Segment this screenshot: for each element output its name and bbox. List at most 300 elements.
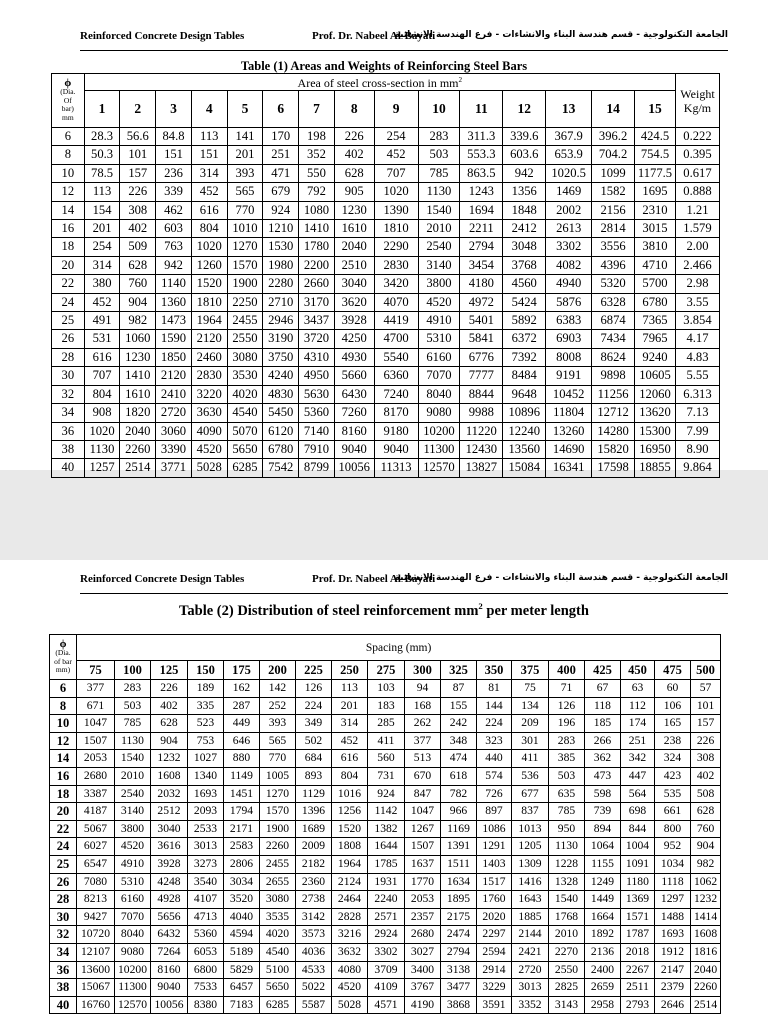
area-cell: 628 <box>334 164 374 182</box>
distribution-cell: 726 <box>477 785 512 803</box>
distribution-cell: 4040 <box>224 908 260 926</box>
distribution-cell: 523 <box>188 715 224 733</box>
area-cell: 2260 <box>120 440 156 458</box>
distribution-cell: 168 <box>405 697 441 715</box>
table1-column-header: 1 <box>84 91 120 128</box>
distribution-cell: 4020 <box>260 926 296 944</box>
table1-column-header: 6 <box>263 91 299 128</box>
distribution-cell: 2550 <box>549 961 585 979</box>
dia-cell: 12 <box>52 183 85 201</box>
area-cell: 56.6 <box>120 128 156 146</box>
area-cell: 339 <box>156 183 192 201</box>
area-cell: 3800 <box>418 275 460 293</box>
distribution-cell: 671 <box>77 697 115 715</box>
area-cell: 4520 <box>418 293 460 311</box>
area-cell: 9191 <box>546 367 592 385</box>
area-cell: 1582 <box>592 183 635 201</box>
area-cell: 311.3 <box>460 128 503 146</box>
distribution-cell: 1155 <box>585 855 621 873</box>
distribution-cell: 411 <box>512 750 549 768</box>
header-right: الجامعة التكنولوجية - قسم هندسة البناء والانشاءات - فرع الهندسة الانشائية <box>394 573 728 583</box>
area-cell: 1810 <box>374 220 418 238</box>
area-cell: 198 <box>299 128 335 146</box>
distribution-cell: 2040 <box>691 961 721 979</box>
area-cell: 6430 <box>334 385 374 403</box>
area-cell: 1099 <box>592 164 635 182</box>
distribution-cell: 1142 <box>368 803 405 821</box>
distribution-cell: 3040 <box>151 820 188 838</box>
area-cell: 201 <box>84 220 120 238</box>
weight-cell: 6.313 <box>675 385 719 403</box>
area-cell: 4396 <box>592 256 635 274</box>
area-cell: 113 <box>84 183 120 201</box>
distribution-cell: 226 <box>691 732 721 750</box>
distribution-cell: 837 <box>512 803 549 821</box>
distribution-cell: 1403 <box>477 855 512 873</box>
dia-cell: 28 <box>52 348 85 366</box>
distribution-cell: 1005 <box>260 767 296 785</box>
distribution-cell: 266 <box>585 732 621 750</box>
distribution-cell: 283 <box>115 680 151 698</box>
distribution-cell: 966 <box>441 803 477 821</box>
dia-cell: 20 <box>50 803 77 821</box>
distribution-cell: 87 <box>441 680 477 698</box>
area-cell: 9648 <box>503 385 546 403</box>
distribution-cell: 1540 <box>549 891 585 909</box>
area-cell: 5320 <box>592 275 635 293</box>
area-cell: 982 <box>120 312 156 330</box>
table1-column-headers <box>52 91 720 128</box>
area-cell: 1243 <box>460 183 503 201</box>
area-cell: 4070 <box>374 293 418 311</box>
table-row <box>52 275 720 293</box>
area-cell: 28.3 <box>84 128 120 146</box>
distribution-cell: 7183 <box>224 996 260 1014</box>
table-row <box>52 459 720 477</box>
distribution-cell: 785 <box>549 803 585 821</box>
area-cell: 16950 <box>635 440 676 458</box>
table2-column-header: 225 <box>296 661 332 680</box>
area-cell: 452 <box>191 183 227 201</box>
distribution-cell: 15067 <box>77 979 115 997</box>
distribution-cell: 2533 <box>188 820 224 838</box>
area-cell: 3750 <box>263 348 299 366</box>
distribution-cell: 2680 <box>77 767 115 785</box>
area-cell: 254 <box>374 128 418 146</box>
distribution-cell: 252 <box>260 697 296 715</box>
distribution-cell: 3034 <box>224 873 260 891</box>
area-cell: 603.6 <box>503 146 546 164</box>
area-cell: 3420 <box>374 275 418 293</box>
table-row <box>50 697 721 715</box>
distribution-cell: 950 <box>549 820 585 838</box>
area-cell: 6328 <box>592 293 635 311</box>
area-cell: 10452 <box>546 385 592 403</box>
table1-title: Table (1) Areas and Weights of Reinforcing Steel Bars <box>240 59 528 73</box>
table1-weight-header: Weight Kg/m <box>675 74 719 128</box>
distribution-cell: 10200 <box>115 961 151 979</box>
distribution-cell: 3027 <box>405 943 441 961</box>
area-cell: 6360 <box>374 367 418 385</box>
distribution-cell: 9040 <box>151 979 188 997</box>
area-cell: 7777 <box>460 367 503 385</box>
distribution-cell: 3591 <box>477 996 512 1014</box>
table2-column-header: 475 <box>655 661 691 680</box>
table-row <box>50 943 721 961</box>
distribution-cell: 5022 <box>296 979 332 997</box>
area-cell: 4180 <box>460 275 503 293</box>
area-cell: 1694 <box>460 201 503 219</box>
distribution-cell: 101 <box>691 697 721 715</box>
area-cell: 2460 <box>191 348 227 366</box>
distribution-cell: 452 <box>332 732 368 750</box>
distribution-cell: 1414 <box>691 908 721 926</box>
dia-cell: 18 <box>52 238 85 256</box>
area-cell: 8624 <box>592 348 635 366</box>
area-cell: 5630 <box>299 385 335 403</box>
table-row <box>50 820 721 838</box>
distribution-cell: 616 <box>332 750 368 768</box>
distribution-cell: 75 <box>512 680 549 698</box>
dia-cell: 36 <box>50 961 77 979</box>
area-cell: 1848 <box>503 201 546 219</box>
area-cell: 679 <box>263 183 299 201</box>
distribution-cell: 2009 <box>296 838 332 856</box>
area-cell: 1964 <box>191 312 227 330</box>
distribution-cell: 447 <box>621 767 655 785</box>
distribution-cell: 2010 <box>115 767 151 785</box>
distribution-cell: 242 <box>441 715 477 733</box>
area-cell: 1270 <box>227 238 263 256</box>
distribution-cell: 1794 <box>224 803 260 821</box>
distribution-cell: 574 <box>477 767 512 785</box>
area-cell: 804 <box>191 220 227 238</box>
distribution-cell: 224 <box>296 697 332 715</box>
area-cell: 11804 <box>546 404 592 422</box>
distribution-cell: 283 <box>549 732 585 750</box>
area-cell: 2156 <box>592 201 635 219</box>
distribution-cell: 473 <box>585 767 621 785</box>
distribution-cell: 402 <box>151 697 188 715</box>
distribution-cell: 285 <box>368 715 405 733</box>
distribution-cell: 1488 <box>655 908 691 926</box>
distribution-cell: 2240 <box>368 891 405 909</box>
distribution-cell: 157 <box>691 715 721 733</box>
area-cell: 2830 <box>191 367 227 385</box>
area-cell: 9988 <box>460 404 503 422</box>
table2-column-header: 175 <box>224 661 260 680</box>
distribution-cell: 201 <box>332 697 368 715</box>
distribution-cell: 423 <box>655 767 691 785</box>
distribution-cell: 6027 <box>77 838 115 856</box>
area-cell: 2514 <box>120 459 156 477</box>
area-cell: 367.9 <box>546 128 592 146</box>
distribution-cell: 3540 <box>188 873 224 891</box>
area-cell: 352 <box>299 146 335 164</box>
area-cell: 3454 <box>460 256 503 274</box>
distribution-cell: 1570 <box>260 803 296 821</box>
distribution-cell: 684 <box>296 750 332 768</box>
table2-column-header: 300 <box>405 661 441 680</box>
dia-cell: 18 <box>50 785 77 803</box>
weight-cell: 8.90 <box>675 440 719 458</box>
dia-cell: 6 <box>52 128 85 146</box>
dia-cell: 36 <box>52 422 85 440</box>
area-cell: 2120 <box>191 330 227 348</box>
distribution-cell: 7080 <box>77 873 115 891</box>
distribution-cell: 2474 <box>441 926 477 944</box>
distribution-cell: 1149 <box>224 767 260 785</box>
distribution-cell: 342 <box>621 750 655 768</box>
area-cell: 11220 <box>460 422 503 440</box>
area-cell: 8844 <box>460 385 503 403</box>
distribution-cell: 3767 <box>405 979 441 997</box>
distribution-cell: 844 <box>621 820 655 838</box>
area-cell: 5660 <box>334 367 374 385</box>
distribution-cell: 183 <box>368 697 405 715</box>
distribution-cell: 308 <box>691 750 721 768</box>
distribution-cell: 2738 <box>296 891 332 909</box>
distribution-cell: 1634 <box>441 873 477 891</box>
distribution-cell: 8380 <box>188 996 224 1014</box>
table-row <box>52 238 720 256</box>
table-row <box>50 767 721 785</box>
distribution-cell: 2914 <box>477 961 512 979</box>
header-rule <box>80 50 728 51</box>
area-cell: 491 <box>84 312 120 330</box>
area-cell: 5424 <box>503 293 546 311</box>
distribution-cell: 2421 <box>512 943 549 961</box>
distribution-cell: 2267 <box>621 961 655 979</box>
area-cell: 3928 <box>334 312 374 330</box>
distribution-cell: 6285 <box>260 996 296 1014</box>
distribution-cell: 6053 <box>188 943 224 961</box>
area-cell: 908 <box>84 404 120 422</box>
distribution-cell: 2659 <box>585 979 621 997</box>
area-cell: 402 <box>334 146 374 164</box>
area-cell: 1140 <box>156 275 192 293</box>
distribution-cell: 7070 <box>115 908 151 926</box>
table-row <box>50 908 721 926</box>
area-cell: 3040 <box>334 275 374 293</box>
area-cell: 254 <box>84 238 120 256</box>
area-cell: 14690 <box>546 440 592 458</box>
area-cell: 942 <box>156 256 192 274</box>
distribution-cell: 1520 <box>332 820 368 838</box>
area-cell: 8160 <box>334 422 374 440</box>
area-cell: 7965 <box>635 330 676 348</box>
area-cell: 3048 <box>503 238 546 256</box>
dia-cell: 12 <box>50 732 77 750</box>
distribution-cell: 6432 <box>151 926 188 944</box>
area-cell: 2455 <box>227 312 263 330</box>
distribution-cell: 9080 <box>115 943 151 961</box>
area-cell: 2410 <box>156 385 192 403</box>
area-cell: 1850 <box>156 348 192 366</box>
area-cell: 10605 <box>635 367 676 385</box>
area-cell: 462 <box>156 201 192 219</box>
area-cell: 5310 <box>418 330 460 348</box>
table-row <box>50 750 721 768</box>
distribution-cell: 560 <box>368 750 405 768</box>
area-cell: 6383 <box>546 312 592 330</box>
dia-cell: 20 <box>52 256 85 274</box>
distribution-cell: 894 <box>585 820 621 838</box>
dia-cell: 22 <box>50 820 77 838</box>
distribution-cell: 4036 <box>296 943 332 961</box>
area-cell: 2550 <box>227 330 263 348</box>
distribution-cell: 226 <box>151 680 188 698</box>
distribution-cell: 924 <box>368 785 405 803</box>
distribution-cell: 1511 <box>441 855 477 873</box>
distribution-cell: 4520 <box>332 979 368 997</box>
area-cell: 1210 <box>263 220 299 238</box>
distribution-cell: 1912 <box>655 943 691 961</box>
area-cell: 924 <box>263 201 299 219</box>
distribution-cell: 982 <box>691 855 721 873</box>
area-cell: 9180 <box>374 422 418 440</box>
distribution-cell: 635 <box>549 785 585 803</box>
distribution-cell: 1016 <box>332 785 368 803</box>
header-rule <box>80 593 728 594</box>
distribution-cell: 4520 <box>115 838 151 856</box>
distribution-cell: 5189 <box>224 943 260 961</box>
area-cell: 5028 <box>191 459 227 477</box>
area-cell: 4240 <box>263 367 299 385</box>
distribution-cell: 2825 <box>549 979 585 997</box>
area-cell: 2720 <box>156 404 192 422</box>
distribution-cell: 2571 <box>368 908 405 926</box>
table2-column-header: 425 <box>585 661 621 680</box>
distribution-cell: 3273 <box>188 855 224 873</box>
distribution-cell: 6800 <box>188 961 224 979</box>
area-cell: 1610 <box>120 385 156 403</box>
area-cell: 1590 <box>156 330 192 348</box>
area-cell: 5650 <box>227 440 263 458</box>
distribution-cell: 2958 <box>585 996 621 1014</box>
distribution-cell: 4540 <box>260 943 296 961</box>
distribution-cell: 4928 <box>151 891 188 909</box>
distribution-cell: 103 <box>368 680 405 698</box>
distribution-cell: 174 <box>621 715 655 733</box>
header-left: Reinforced Concrete Design Tables <box>80 30 245 42</box>
table2-dia-header: ϕ (Dia. of bar mm) <box>50 635 77 680</box>
area-cell: 6120 <box>263 422 299 440</box>
area-cell: 3015 <box>635 220 676 238</box>
table2-column-header: 375 <box>512 661 549 680</box>
distribution-cell: 2594 <box>477 943 512 961</box>
distribution-cell: 5310 <box>115 873 151 891</box>
area-cell: 5401 <box>460 312 503 330</box>
area-cell: 3080 <box>227 348 263 366</box>
table2-column-header: 500 <box>691 661 721 680</box>
distribution-cell: 1768 <box>549 908 585 926</box>
dia-cell: 34 <box>52 404 85 422</box>
distribution-cell: 1770 <box>405 873 441 891</box>
area-cell: 151 <box>191 146 227 164</box>
distribution-cell: 4910 <box>115 855 151 873</box>
area-cell: 15820 <box>592 440 635 458</box>
weight-cell: 4.17 <box>675 330 719 348</box>
distribution-cell: 2512 <box>151 803 188 821</box>
area-cell: 1530 <box>263 238 299 256</box>
table2-column-header: 75 <box>77 661 115 680</box>
distribution-cell: 2794 <box>441 943 477 961</box>
distribution-cell: 628 <box>151 715 188 733</box>
distribution-cell: 1062 <box>691 873 721 891</box>
area-cell: 9240 <box>635 348 676 366</box>
area-cell: 6874 <box>592 312 635 330</box>
weight-cell: 0.395 <box>675 146 719 164</box>
area-cell: 13827 <box>460 459 503 477</box>
dia-cell: 10 <box>50 715 77 733</box>
distribution-cell: 1396 <box>296 803 332 821</box>
table-row <box>52 256 720 274</box>
distribution-cell: 10056 <box>151 996 188 1014</box>
weight-cell: 5.55 <box>675 367 719 385</box>
area-cell: 2211 <box>460 220 503 238</box>
area-cell: 4082 <box>546 256 592 274</box>
distribution-cell: 377 <box>77 680 115 698</box>
area-cell: 8799 <box>299 459 335 477</box>
distribution-cell: 1964 <box>332 855 368 873</box>
area-cell: 3768 <box>503 256 546 274</box>
area-cell: 707 <box>84 367 120 385</box>
area-cell: 84.8 <box>156 128 192 146</box>
distribution-cell: 5650 <box>260 979 296 997</box>
area-cell: 1010 <box>227 220 263 238</box>
distribution-cell: 847 <box>405 785 441 803</box>
area-cell: 9898 <box>592 367 635 385</box>
area-cell: 1177.5 <box>635 164 676 182</box>
table1-dia-header: ϕ (Dia. Of bar) mm <box>52 74 85 128</box>
distribution-cell: 1608 <box>691 926 721 944</box>
distribution-cell: 1297 <box>655 891 691 909</box>
distribution-cell: 2182 <box>296 855 332 873</box>
table1-column-header: 11 <box>460 91 503 128</box>
table1-column-header: 12 <box>503 91 546 128</box>
distribution-cell: 3632 <box>332 943 368 961</box>
area-cell: 2010 <box>418 220 460 238</box>
distribution-cell: 2032 <box>151 785 188 803</box>
area-cell: 4830 <box>263 385 299 403</box>
distribution-cell: 440 <box>477 750 512 768</box>
area-cell: 628 <box>120 256 156 274</box>
area-cell: 4520 <box>191 440 227 458</box>
distribution-cell: 4571 <box>368 996 405 1014</box>
distribution-cell: 1507 <box>405 838 441 856</box>
distribution-cell: 800 <box>655 820 691 838</box>
table1-column-header: 5 <box>227 91 263 128</box>
area-cell: 3630 <box>191 404 227 422</box>
area-cell: 452 <box>374 146 418 164</box>
area-cell: 2290 <box>374 238 418 256</box>
area-cell: 7140 <box>299 422 335 440</box>
distribution-cell: 1169 <box>441 820 477 838</box>
distribution-cell: 5100 <box>260 961 296 979</box>
page-header <box>80 30 728 46</box>
area-cell: 1130 <box>418 183 460 201</box>
area-cell: 5876 <box>546 293 592 311</box>
distribution-cell: 142 <box>260 680 296 698</box>
weight-cell: 0.888 <box>675 183 719 201</box>
distribution-cell: 3143 <box>549 996 585 1014</box>
distribution-cell: 12570 <box>115 996 151 1014</box>
table2-column-header: 350 <box>477 661 512 680</box>
area-cell: 1410 <box>120 367 156 385</box>
distribution-cell: 670 <box>405 767 441 785</box>
area-cell: 3302 <box>546 238 592 256</box>
